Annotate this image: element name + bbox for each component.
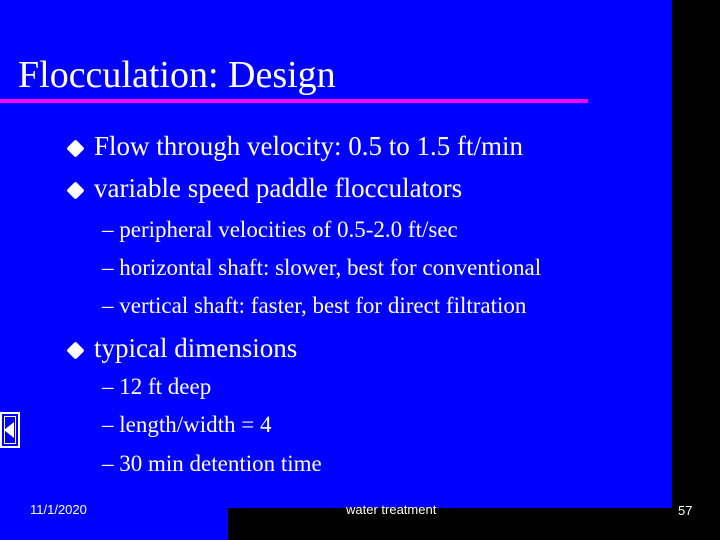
subitem-5: – length/width = 4 bbox=[102, 412, 272, 437]
back-arrow-icon bbox=[4, 422, 14, 438]
subitem-6: – 30 min detention time bbox=[102, 451, 322, 476]
footer-title: water treatment bbox=[346, 502, 437, 517]
bullet-3: typical dimensions bbox=[94, 333, 298, 363]
bullet-2: variable speed paddle flocculators bbox=[94, 173, 463, 203]
bullet-diamond-icon bbox=[66, 139, 84, 157]
footer-date: 11/1/2020 bbox=[30, 502, 87, 517]
subitem-2: – horizontal shaft: slower, best for conventional bbox=[102, 255, 542, 280]
bullet-diamond-icon bbox=[66, 341, 84, 359]
subitem-3: – vertical shaft: faster, best for direct filtration bbox=[102, 293, 527, 318]
subitem-4: – 12 ft deep bbox=[102, 374, 212, 399]
slide-title: Flocculation: Design bbox=[18, 54, 336, 96]
subitem-1: – peripheral velocities of 0.5-2.0 ft/sec bbox=[102, 217, 458, 242]
bullet-1: Flow through velocity: 0.5 to 1.5 ft/min bbox=[94, 131, 523, 161]
page-number: 57 bbox=[678, 503, 693, 518]
bullet-diamond-icon bbox=[66, 181, 84, 199]
title-underline bbox=[0, 99, 588, 103]
